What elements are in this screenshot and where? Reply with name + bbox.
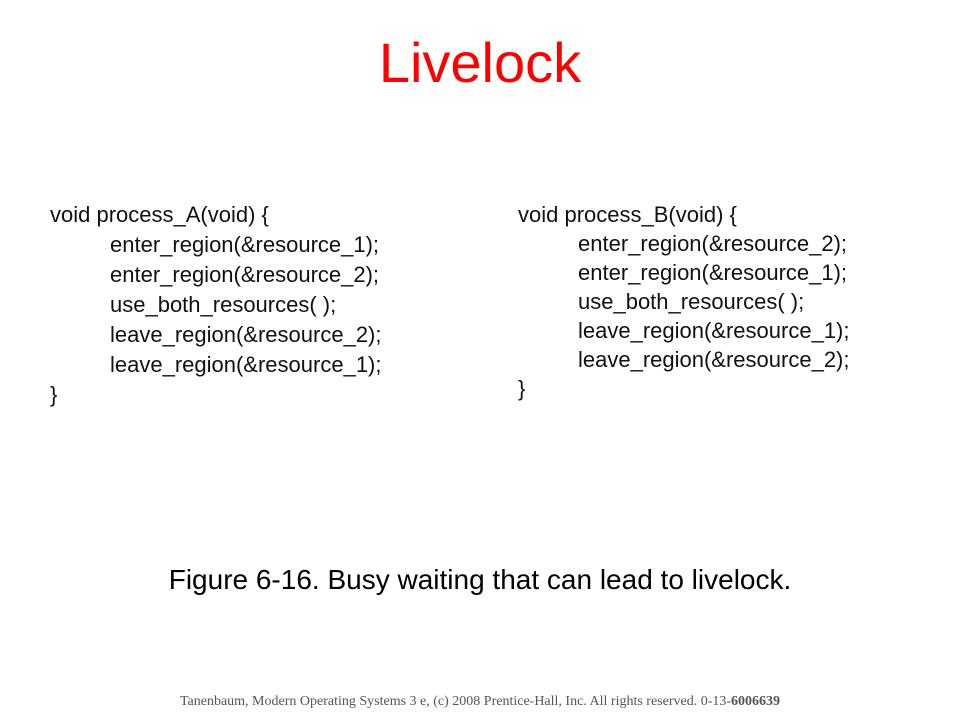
- code-line: use_both_resources( );: [110, 292, 337, 317]
- code-line-header: void process_A(void) {: [50, 202, 269, 227]
- footer-text: Tanenbaum, Modern Operating Systems 3 e, (c) 2008 Prentice-Hall, Inc. All rights reserved. 0-13-: [179, 694, 732, 709]
- code-line-close: }: [518, 376, 526, 401]
- code-line: use_both_resources( );: [578, 289, 805, 314]
- code-line: leave_region(&resource_1);: [110, 352, 382, 377]
- code-line: enter_region(&resource_2);: [578, 231, 848, 256]
- figure-caption: Figure 6-16. Busy waiting that can lead to livelock.: [168, 564, 792, 595]
- code-line: enter_region(&resource_2);: [110, 262, 380, 287]
- copyright-footer: [0, 692, 960, 712]
- code-line: leave_region(&resource_1);: [578, 318, 850, 343]
- code-line: enter_region(&resource_1);: [110, 232, 380, 257]
- code-line-header: void process_B(void) {: [518, 202, 737, 227]
- code-listing-process-b: [518, 200, 850, 403]
- slide-title: Livelock: [378, 31, 582, 94]
- code-line: leave_region(&resource_2);: [578, 347, 850, 372]
- code-line: leave_region(&resource_2);: [110, 322, 382, 347]
- code-listing-process-a: [50, 200, 382, 410]
- code-line-close: }: [50, 382, 58, 407]
- footer-isbn: 6006639: [731, 694, 781, 709]
- code-line: enter_region(&resource_1);: [578, 260, 848, 285]
